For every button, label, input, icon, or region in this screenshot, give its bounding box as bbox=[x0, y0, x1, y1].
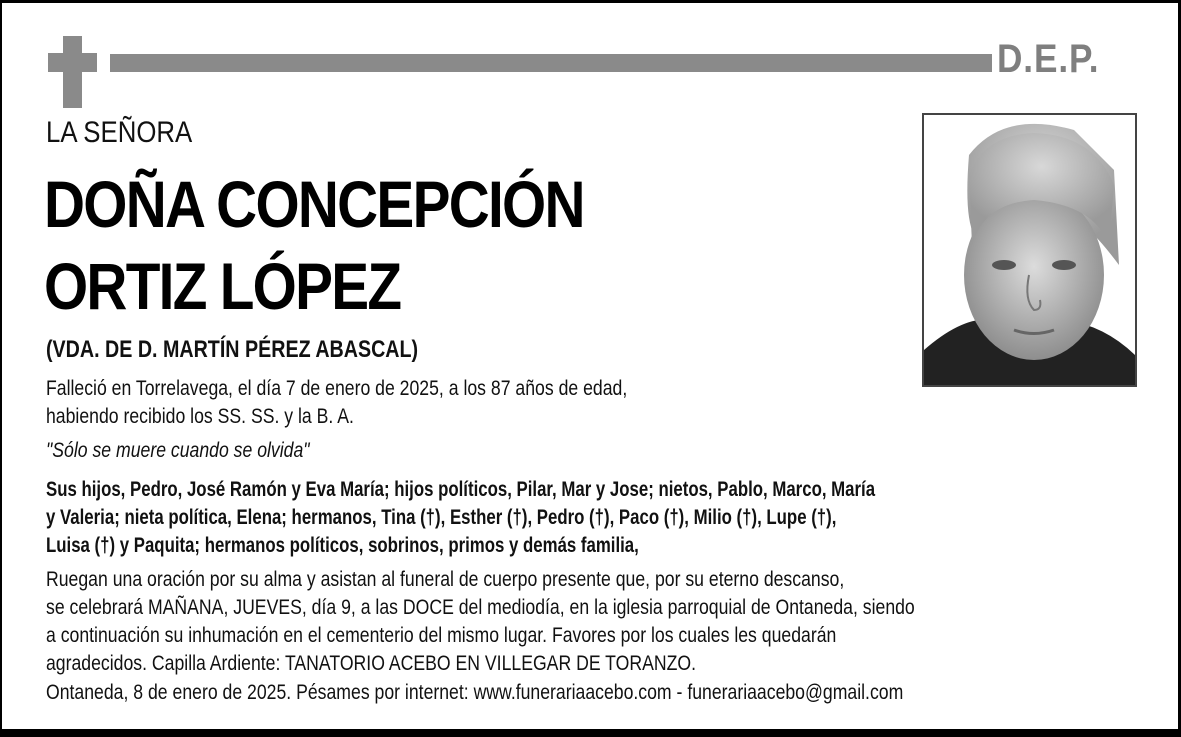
memorial-quote: "Sólo se muere cuando se olvida" bbox=[46, 439, 310, 462]
death-notice-line: Falleció en Torrelavega, el día 7 de enero de 2025, a los 87 años de edad, bbox=[46, 377, 628, 400]
footer-separator: - bbox=[671, 681, 688, 704]
widow-of: (VDA. DE D. MARTÍN PÉREZ ABASCAL) bbox=[46, 336, 419, 363]
header-rule bbox=[110, 54, 992, 72]
website-link[interactable]: www.funerariaacebo.com bbox=[473, 681, 672, 704]
honorific-title: LA SEÑORA bbox=[46, 116, 193, 149]
funeral-details bbox=[46, 566, 915, 678]
funeral-line: agradecidos. Capilla Ardiente: TANATORIO ACEBO EN VILLEGAR DE TORANZO. bbox=[46, 652, 697, 675]
footer-prefix: Ontaneda, 8 de enero de 2025. Pésames por internet: bbox=[46, 681, 474, 704]
deceased-name-line2: ORTIZ LÓPEZ bbox=[44, 249, 401, 323]
portrait-illustration bbox=[924, 115, 1135, 385]
funeral-line: Ruegan una oración por su alma y asistan al funeral de cuerpo presente que, por su eterno descanso, bbox=[46, 568, 845, 591]
family-line: Sus hijos, Pedro, José Ramón y Eva María; hijos políticos, Pilar, Mar y Jose; nietos, Pablo, Marco, María bbox=[46, 478, 876, 501]
obituary-card bbox=[2, 3, 1178, 729]
cross-vertical-bar bbox=[63, 36, 82, 108]
footer-contact bbox=[46, 679, 903, 707]
deceased-name-line1: DOÑA CONCEPCIÓN bbox=[44, 167, 584, 241]
family-line: y Valeria; nieta política, Elena; hermanos, Tina (†), Esther (†), Pedro (†), Paco (†), Milio (†), Lupe (†), bbox=[46, 506, 837, 529]
funeral-line: se celebrará MAÑANA, JUEVES, día 9, a las DOCE del mediodía, en la iglesia parroquial de Ontaneda, siendo bbox=[46, 596, 915, 619]
death-notice bbox=[46, 375, 627, 431]
funeral-line: a continuación su inhumación en el cementerio del mismo lugar. Favores por los cuales les quedarán bbox=[46, 624, 837, 647]
dep-abbreviation: D.E.P. bbox=[997, 37, 1100, 81]
portrait-photo bbox=[922, 113, 1137, 387]
cross-horizontal-bar bbox=[48, 53, 97, 72]
family-line: Luisa (†) y Paquita; hermanos políticos, sobrinos, primos y demás familia, bbox=[46, 534, 639, 557]
family-list bbox=[46, 476, 875, 560]
email-link[interactable]: funerariaacebo@gmail.com bbox=[687, 681, 904, 704]
death-notice-line: habiendo recibido los SS. SS. y la B. A. bbox=[46, 405, 354, 428]
